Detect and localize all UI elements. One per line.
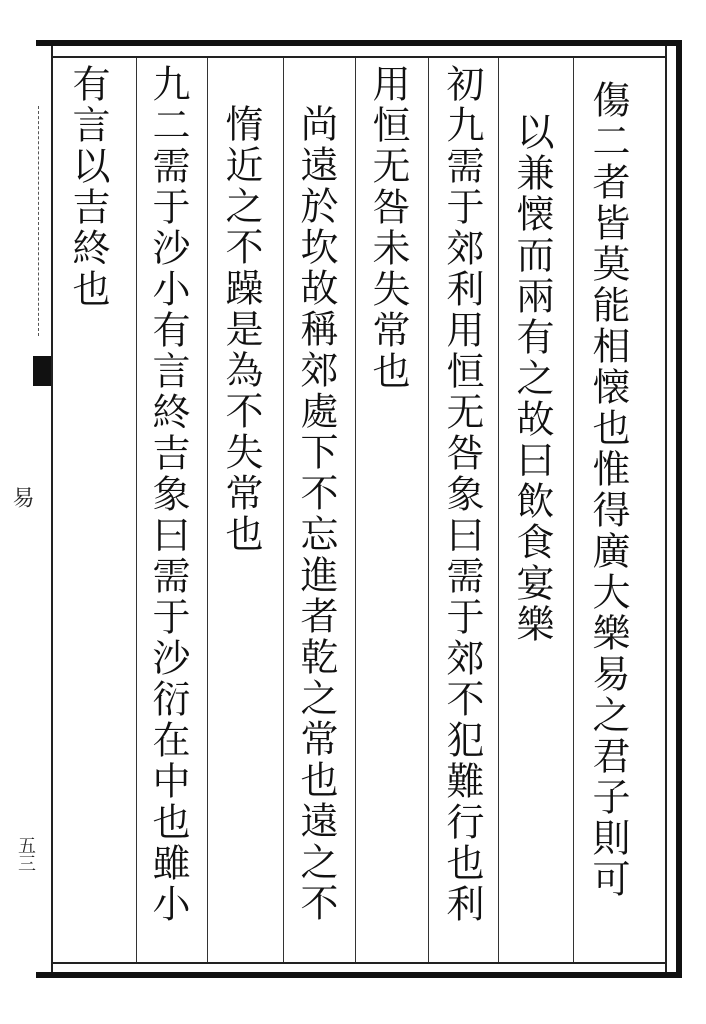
margin-page-number: 五三 <box>15 836 36 872</box>
column-rule <box>498 58 499 962</box>
column-rule <box>283 58 284 962</box>
frame-bottom-border <box>36 972 682 978</box>
text-column: 用恒无咎未失常也 <box>366 64 410 392</box>
frame-left-border <box>51 46 53 972</box>
frame-top-border <box>36 40 682 46</box>
fold-marker-line <box>12 106 39 336</box>
text-column: 九二需于沙小有言終吉象曰需于沙衍在中也雖小 <box>146 64 190 925</box>
frame-inner-right-border <box>665 46 667 972</box>
text-column: 有言以吉終也 <box>66 64 110 310</box>
column-rule <box>355 58 356 962</box>
text-column: 以兼懐而兩有之故曰飲食宴樂 <box>510 112 554 645</box>
text-column: 惰近之不躁是為不失常也 <box>219 104 263 555</box>
margin-title: 易 <box>9 486 34 508</box>
text-column: 尚遠於坎故稱郊處下不忘進者乾之常也遠之不 <box>294 104 338 924</box>
fold-black-block <box>33 356 51 386</box>
column-rule <box>428 58 429 962</box>
text-column: 傷二者皆莫能相懐也惟得廣大樂易之君子則可 <box>586 80 630 900</box>
text-column: 初九需于郊利用恒无咎象曰需于郊不犯難行也利 <box>440 64 484 925</box>
frame-inner-bottom-border <box>51 962 667 964</box>
column-rule <box>207 58 208 962</box>
fold-margin <box>0 46 51 972</box>
frame-right-border <box>676 40 682 978</box>
column-rule <box>136 58 137 962</box>
column-rule <box>573 58 574 962</box>
frame-inner-top-border <box>51 56 667 58</box>
